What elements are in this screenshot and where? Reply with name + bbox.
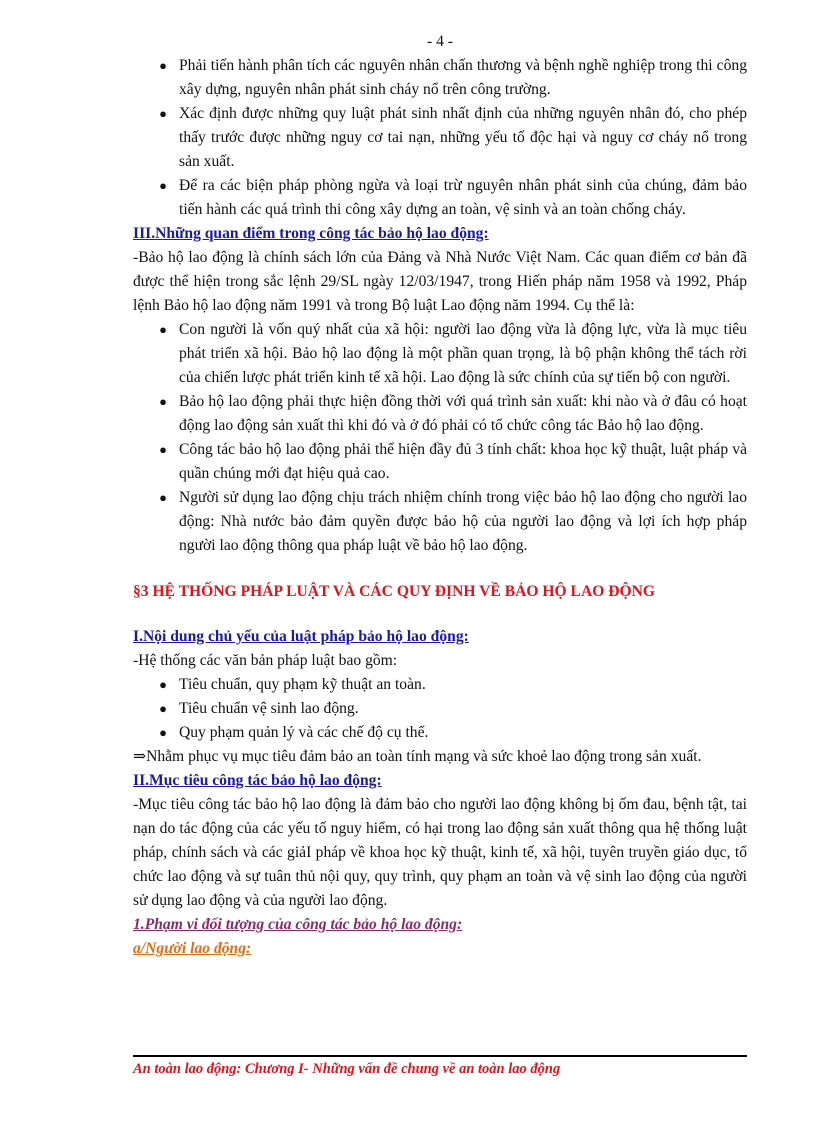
section-iii-bullet-list [133, 318, 747, 558]
section-i-bullet-list [133, 673, 747, 745]
list-item: ● Bảo hộ lao động phải thực hiện đồng thời với quá trình sản xuất: khi nào và ở đâu có hoạt động lao động sản xuất thì khi đó và ở đó phải có tổ chức công tác Bảo hộ lao động. [179, 390, 747, 438]
list-item: ● Quy phạm quản lý và các chế độ cụ thể. [179, 721, 747, 745]
bullet-icon: ● [159, 701, 167, 716]
chapter-heading: §3 HỆ THỐNG PHÁP LUẬT VÀ CÁC QUY ĐỊNH VỀ BẢO HỘ LAO ĐỘNG [133, 583, 656, 600]
section-ii-heading: II.Mục tiêu công tác bảo hộ lao động: [133, 772, 382, 789]
subsection-a-heading: a/Người lao động: [133, 940, 252, 957]
page-content [133, 30, 747, 961]
list-item: ● Tiêu chuẩn, quy phạm kỹ thuật an toàn. [179, 673, 747, 697]
section-i-intro: -Hệ thống các văn bản pháp luật bao gồm: [133, 652, 398, 669]
section-iii-intro: -Bảo hộ lao động là chính sách lớn của Đảng và Nhà Nước Việt Nam. Các quan điểm cơ bản đã được thể hiện trong sắc lệnh 29/SL ngày 12/03/1947, trong Hiến pháp năm 1958 và 1992, Pháp lệnh Bảo hộ lao động năm 1991 và trong Bộ luật Lao động năm 1994. Cụ thể là: [133, 249, 747, 314]
page-footer: An toàn lao động: Chương I- Những vấn đề chung về an toàn lao động [133, 1061, 561, 1077]
list-item: ● Tiêu chuẩn vệ sinh lao động. [179, 697, 747, 721]
bullet-icon: ● [159, 106, 167, 121]
section-ii-body: -Mục tiêu công tác bảo hộ lao động là đảm bảo cho người lao động không bị ốm đau, bệnh tật, tai nạn do tác động của các yếu tố nguy hiểm, có hại trong lao động sản xuất thông qua hệ thống luật pháp, chính sách và các giảI pháp về khoa học kỹ thuật, kinh tế, xã hội, tuyên truyền giáo dục, tổ chức lao động và sự tuân thủ nội quy, quy trình, quy phạm an toàn và vệ sinh lao động của người sử dụng lao động và của người lao động. [133, 796, 747, 909]
section-i-conclusion: ⇒Nhằm phục vụ mục tiêu đảm bảo an toàn tính mạng và sức khoẻ lao động trong sản xuất. [133, 748, 702, 765]
bullet-icon: ● [159, 394, 167, 409]
footer-divider [133, 1055, 747, 1057]
bullet-icon: ● [159, 178, 167, 193]
list-item: ● Người sử dụng lao động chịu trách nhiệm chính trong việc bảo hộ lao động cho người lao động: Nhà nước bảo đảm quyền được bảo hộ của người lao động và lợi ích hợp pháp người lao động thông qua pháp luật về bảo hộ lao động. [179, 486, 747, 558]
section-i-heading: I.Nội dung chủ yếu của luật pháp bảo hộ lao động: [133, 628, 469, 645]
list-item: ● Xác định được những quy luật phát sinh nhất định của những nguyên nhân đó, cho phép thấy trước được những nguy cơ tai nạn, những yếu tố độc hại và nguy cơ cháy nổ trong sản xuất. [179, 102, 747, 174]
bullet-icon: ● [159, 490, 167, 505]
page-number: - 4 - [427, 33, 453, 50]
subsection-1-heading: 1.Phạm vi đối tượng của công tác bảo hộ lao động: [133, 916, 463, 933]
bullet-icon: ● [159, 322, 167, 337]
intro-bullet-list [133, 54, 747, 222]
bullet-icon: ● [159, 725, 167, 740]
bullet-icon: ● [159, 677, 167, 692]
list-item: ● Phải tiến hành phân tích các nguyên nhân chấn thương và bệnh nghề nghiệp trong thi công xây dựng, nguyên nhân phát sinh cháy nổ trên công trường. [179, 54, 747, 102]
list-item: ● Con người là vốn quý nhất của xã hội: người lao động vừa là động lực, vừa là mục tiêu phát triển xã hội. Bảo hộ lao động là một phần quan trọng, là bộ phận không thể tách rời của chiến lược phát triển kinh tế xã hội. Lao động là sức chính của sự tiến bộ con người. [179, 318, 747, 390]
list-item: ● Để ra các biện pháp phòng ngừa và loại trừ nguyên nhân phát sinh của chúng, đảm bảo tiến hành các quá trình thi công xây dựng an toàn, vệ sinh và an toàn chống cháy. [179, 174, 747, 222]
bullet-icon: ● [159, 58, 167, 73]
list-item: ● Công tác bảo hộ lao động phải thể hiện đầy đủ 3 tính chất: khoa học kỹ thuật, luật pháp và quần chúng mới đạt hiệu quả cao. [179, 438, 747, 486]
section-iii-heading: III.Những quan điểm trong công tác bảo hộ lao động: [133, 225, 489, 242]
bullet-icon: ● [159, 442, 167, 457]
